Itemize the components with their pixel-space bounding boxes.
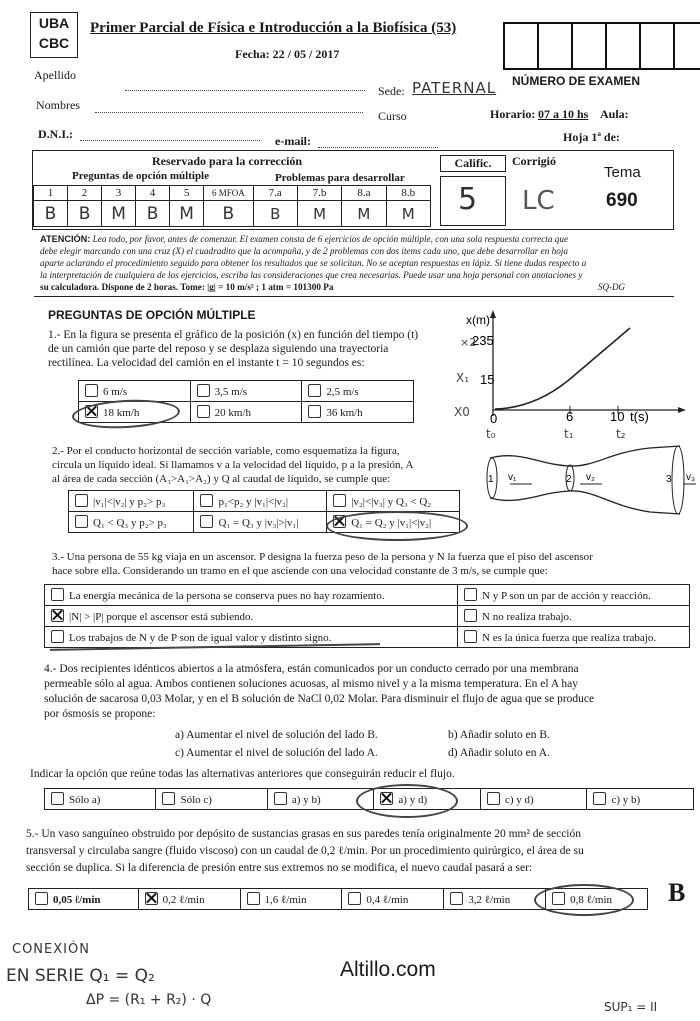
tema-value: 690 <box>606 190 638 211</box>
grading-answer: B <box>204 201 253 227</box>
q3-option[interactable]: N es la única fuerza que realiza trabajo. <box>458 627 690 648</box>
q1-line: de un camión que parte del reposo y se desplaza siguiendo una trayectoria <box>48 343 389 355</box>
pipe-label-v3: v₃ <box>686 472 696 483</box>
graph-hand-top: ×2 <box>460 336 477 349</box>
q2-line: 2.- Por el conducto horizontal de sección variable, como esquematiza la figura, <box>52 445 400 457</box>
grading-answer: M <box>386 201 430 227</box>
checkbox[interactable] <box>464 609 477 622</box>
checkbox[interactable] <box>200 494 213 507</box>
graph-y-top: 235 <box>472 333 494 348</box>
note-serie: EN SERIE Q₁ = Q₂ <box>6 966 155 986</box>
q3-option[interactable]: Los trabajos de N y de P son de igual valor y distinto signo. <box>45 627 458 648</box>
graph-hand-t0: t₀ <box>486 427 496 441</box>
graph-y-mid: 15 <box>480 372 495 387</box>
sede-label: Sede: <box>378 84 405 98</box>
q2-pipe-figure <box>480 440 700 520</box>
graph-hand-t1: t₁ <box>564 427 574 441</box>
note-sup: SUP₁ = II <box>604 1000 658 1014</box>
q5-text <box>26 826 696 877</box>
checkbox-checked[interactable] <box>145 892 158 905</box>
watermark: Altillo.com <box>340 958 436 981</box>
q1-option[interactable]: 6 m/s <box>79 381 191 402</box>
attention-divider <box>34 296 674 297</box>
grading-col: 2 <box>68 186 102 201</box>
hoja-label: Hoja 1ª de: <box>563 130 620 144</box>
checkbox[interactable] <box>162 792 175 805</box>
q5-option[interactable]: 0,8 ℓ/min <box>546 889 648 910</box>
attention-line: su calculadora. Dispone de 2 horas. Tome: |g| = 10 m/s² ; 1 atm = 101300 Pa <box>40 282 334 292</box>
nombres-line[interactable] <box>95 112 363 113</box>
q4-line: permeable sólo al agua. Ambos contienen soluciones acuosas, al mismo nivel y a la misma temperatura. En el A hay <box>44 678 578 690</box>
grading-col: 1 <box>34 186 68 201</box>
q3-option[interactable]: N no realiza trabajo. <box>458 606 690 627</box>
exam-title: Primer Parcial de Física e Introducción a la Biofísica (53) <box>90 20 457 36</box>
corrigio-label: Corrigió <box>512 154 556 168</box>
reserved-label: Reservado para la corrección <box>152 154 303 168</box>
q2-option[interactable]: |v₂|<|v₃| y Q₃ < Q₂ <box>327 491 460 512</box>
exam-date: Fecha: 22 / 05 / 2017 <box>235 47 340 61</box>
grading-answer: M <box>102 201 136 227</box>
q5-answer-circle <box>534 884 634 916</box>
checkbox[interactable] <box>197 384 210 397</box>
q5-line: 5.- Un vaso sanguíneo obstruido por depósito de sustancias grasas en sus paredes tenía originalmente 20 mm² de sección <box>26 828 581 840</box>
pipe-label-v2: v₂ <box>586 472 595 483</box>
checkbox[interactable] <box>75 494 88 507</box>
grading-columns-row <box>34 186 431 201</box>
q2-line: al área de cada sección (A₃>A₁>A₂) y Q al caudal de líquido, se cumple que: <box>52 473 391 485</box>
prob-header: Problemas para desarrollar <box>275 172 405 184</box>
attention-line: debe elegir marcando con una cruz (X) el cuadradito que la acompaña, y de 2 problemas con dos ítems cada uno, que debe desarrollar en hoja <box>40 246 568 256</box>
checkbox[interactable] <box>51 792 64 805</box>
grading-col: 8.a <box>342 186 386 201</box>
checkbox[interactable] <box>247 892 260 905</box>
nombres-label: Nombres <box>36 98 80 112</box>
checkbox[interactable] <box>85 384 98 397</box>
q3-option[interactable]: La energía mecánica de la persona se conserva pues no hay rozamiento. <box>45 585 458 606</box>
q2-option[interactable]: Q₁ = Q₂ y |v₁|<|v₂| <box>327 512 460 533</box>
q3-option[interactable]: N y P son un par de acción y reacción. <box>458 585 690 606</box>
apellido-line[interactable] <box>125 90 365 91</box>
graph-y0: 0 <box>490 411 498 426</box>
q5-option[interactable]: 3,2 ℓ/min <box>444 889 546 910</box>
checkbox[interactable] <box>308 384 321 397</box>
checkbox[interactable] <box>200 515 213 528</box>
graph-x10: 10 <box>610 409 625 424</box>
q2-option[interactable]: |v₁|<|v₂| y p₂> p₃ <box>69 491 194 512</box>
q3-text <box>52 550 692 578</box>
email-label: e-mail: <box>275 134 311 148</box>
q4-alt-a: a) Aumentar el nivel de solución del lado B. <box>175 729 378 741</box>
attention-lead: ATENCIÓN: <box>40 234 91 244</box>
grading-answer: B <box>34 201 68 227</box>
logo-cbc: CBC <box>38 35 70 51</box>
grading-col: 5 <box>170 186 204 201</box>
q2-answer-circle <box>326 511 468 541</box>
graph-x6: 6 <box>566 409 574 424</box>
q3-option[interactable]: |N| > |P| porque el ascensor está subiendo. <box>45 606 458 627</box>
checkbox[interactable] <box>308 405 321 418</box>
q4-option[interactable]: c) y d) <box>480 789 587 810</box>
grading-answer: B <box>136 201 170 227</box>
score-value: 5 <box>458 182 478 217</box>
logo-uba: UBA <box>38 15 70 31</box>
section-title: PREGUNTAS DE OPCIÓN MÚLTIPLE <box>48 308 256 322</box>
pipe-section-3 <box>672 446 684 514</box>
q4-option[interactable]: Sólo c) <box>156 789 267 810</box>
graph-x-arrow <box>678 407 686 413</box>
graph-hand-x1: X₁ <box>456 371 470 385</box>
pipe-label-3: 3 <box>666 474 672 485</box>
q4-line: solución de sacarosa 0,03 Molar, y en el B solución de NaCl 0,02 Molar. Para disminuir el flujo de agua que se produce <box>44 693 595 705</box>
q4-alt-d: d) Añadir soluto en A. <box>448 747 550 759</box>
checkbox[interactable] <box>75 515 88 528</box>
horario-label: Horario: <box>490 107 536 121</box>
exam-number-label: NÚMERO DE EXAMEN <box>512 74 641 88</box>
q1-option[interactable]: 18 km/h <box>79 402 191 423</box>
pipe-label-2: 2 <box>566 474 572 485</box>
checkbox[interactable] <box>333 494 346 507</box>
tema-label: Tema <box>604 164 641 181</box>
q1-option[interactable]: 36 km/h <box>302 402 414 423</box>
note-pressure: ΔP = (R₁ + R₂) · Q <box>86 992 212 1008</box>
grading-col: 7.b <box>297 186 341 201</box>
graph-hand-x0: X0 <box>454 405 470 419</box>
note-conexion: CONEXIÓN <box>12 942 90 957</box>
aula-label: Aula: <box>600 107 629 121</box>
q1-line: 1.- En la figura se presenta el gráfico de la posición (x) en función del tiempo (t) <box>48 329 419 341</box>
checkbox[interactable] <box>464 588 477 601</box>
checkbox[interactable] <box>348 892 361 905</box>
q1-option[interactable]: 3,5 m/s <box>190 381 302 402</box>
grading-table <box>33 185 431 227</box>
grading-col: 3 <box>102 186 136 201</box>
q4-text <box>44 662 694 722</box>
checkbox-checked[interactable] <box>51 609 64 622</box>
grading-answer: B <box>68 201 102 227</box>
mc-header: Preguntas de opción múltiple <box>72 170 210 182</box>
q5-line: transversal y circulaba sangre (fluido viscoso) con un caudal de 0,2 ℓ/min. Por un procedimiento quirúrgico, el área de su <box>26 845 584 857</box>
q1-text <box>48 328 448 370</box>
q5-option[interactable]: 1,6 ℓ/min <box>240 889 342 910</box>
horario-value: 07 a 10 hs <box>538 107 589 121</box>
q4-line: 4.- Dos recipientes idénticos abiertos a la atmósfera, están comunicados por un conducto cerrado por una membrana <box>44 663 579 675</box>
grading-col: 6 MFOA <box>204 186 253 201</box>
pipe-label-1: 1 <box>488 474 494 485</box>
q4-answer-circle <box>356 784 458 818</box>
q3-line: 3.- Una persona de 55 kg viaja en un ascensor. P designa la fuerza peso de la persona y N la fuerza que el piso del ascensor <box>52 551 593 563</box>
attention-line: Lea todo, por favor, antes de comenzar. El examen consta de 6 ejercicios de opción múltiple, con una sola respuesta correcta que <box>92 234 569 244</box>
q1-graph <box>420 306 690 446</box>
grading-answer: M <box>170 201 204 227</box>
sede-value: PATERNAL <box>412 79 497 97</box>
checkbox[interactable] <box>593 792 606 805</box>
q2-line: circula un líquido ideal. Si llamamos v a la velocidad del líquido, p a la presión, A <box>52 459 414 471</box>
checkbox[interactable] <box>450 892 463 905</box>
q5-option[interactable]: 0,4 ℓ/min <box>342 889 444 910</box>
checkbox[interactable] <box>197 405 210 418</box>
graph-xlabel: t(s) <box>630 409 649 424</box>
attention-note <box>40 233 674 293</box>
q3-line: hace sobre ella. Considerando un tramo en el que asciende con una velocidad constante de 3 m/s, se cumple que: <box>52 565 548 577</box>
q2-option[interactable]: Q₁ < Q₃ y p₂> p₃ <box>69 512 194 533</box>
q5-option[interactable]: 0,05 ℓ/min <box>29 889 139 910</box>
attention-line: aparte aclarando el procedimiento seguido para obtener los resultados que se solicitan. No se aceptan respuestas en lápiz. Si tiene dudas respecto a <box>40 258 587 268</box>
checkbox[interactable] <box>51 588 64 601</box>
attention-line: la interpretación de cualquiera de los ejercicios, escriba las consideraciones que crea necesarias. Puede usar una hoja personal con anotaciones y <box>40 270 583 280</box>
pipe-bottom-wall <box>490 491 680 514</box>
q2-text <box>52 444 472 486</box>
q2-option[interactable]: Q₁ = Q₃ y |v₃|>|v₁| <box>194 512 327 533</box>
grading-col: 7.a <box>253 186 297 201</box>
q4-alt-b: b) Añadir soluto en B. <box>448 729 550 741</box>
exam-number-boxes <box>503 22 700 70</box>
graph-hand-t2: t₂ <box>616 427 626 441</box>
corrector-initials: LC <box>522 186 555 216</box>
q4-line: por ósmosis se propone: <box>44 708 156 720</box>
grading-answer: B <box>253 201 297 227</box>
graph-curve <box>495 328 630 409</box>
grading-answer: M <box>297 201 341 227</box>
grading-answers-row <box>34 201 431 227</box>
q4-prompt: Indicar la opción que reúne todas las alternativas anteriores que conseguirán reducir el flujo. <box>30 768 455 780</box>
grading-col: 8.b <box>386 186 430 201</box>
pipe-top-wall <box>490 446 680 466</box>
q3-options <box>44 584 690 648</box>
pipe-label-v1: v₁ <box>508 472 517 483</box>
uba-cbc-logo <box>30 12 78 58</box>
grading-answer: M <box>342 201 386 227</box>
checkbox[interactable] <box>51 630 64 643</box>
q4-option[interactable]: a) y d) <box>374 789 481 810</box>
curso-label: Curso <box>378 109 407 123</box>
q1-option[interactable]: 20 km/h <box>190 402 302 423</box>
q5-line: sección se duplica. Si la diferencia de presión entre sus extremos no se modifica, el nuevo caudal pasará a ser: <box>26 862 533 874</box>
checkbox[interactable] <box>487 792 500 805</box>
tema-letter: B <box>668 878 686 907</box>
dni-label: D.N.I.: <box>38 127 73 141</box>
checkbox[interactable] <box>35 892 48 905</box>
attention-code: SQ-DG <box>598 282 625 292</box>
grading-col: 4 <box>136 186 170 201</box>
checkbox[interactable] <box>464 630 477 643</box>
calific-label: Calific. <box>440 155 506 172</box>
q1-option[interactable]: 2,5 m/s <box>302 381 414 402</box>
q5-option[interactable]: 0,2 ℓ/min <box>138 889 240 910</box>
q4-option[interactable]: c) y b) <box>587 789 694 810</box>
q2-option[interactable]: p₁<p₂ y |v₁|<|v₂| <box>194 491 327 512</box>
dni-line[interactable] <box>80 140 260 141</box>
q4-option[interactable]: Sólo a) <box>45 789 156 810</box>
graph-y-arrow <box>490 310 496 318</box>
q4-alt-c: c) Aumentar el nivel de solución del lado A. <box>175 747 378 759</box>
q4-option[interactable]: a) y b) <box>267 789 374 810</box>
checkbox[interactable] <box>274 792 287 805</box>
apellido-label: Apellido <box>34 68 76 82</box>
graph-ylabel: x(m) <box>466 313 490 327</box>
email-line[interactable] <box>318 147 438 148</box>
q1-line: rectilínea. La velocidad del camión en el instante t = 10 segundos es: <box>48 357 365 369</box>
